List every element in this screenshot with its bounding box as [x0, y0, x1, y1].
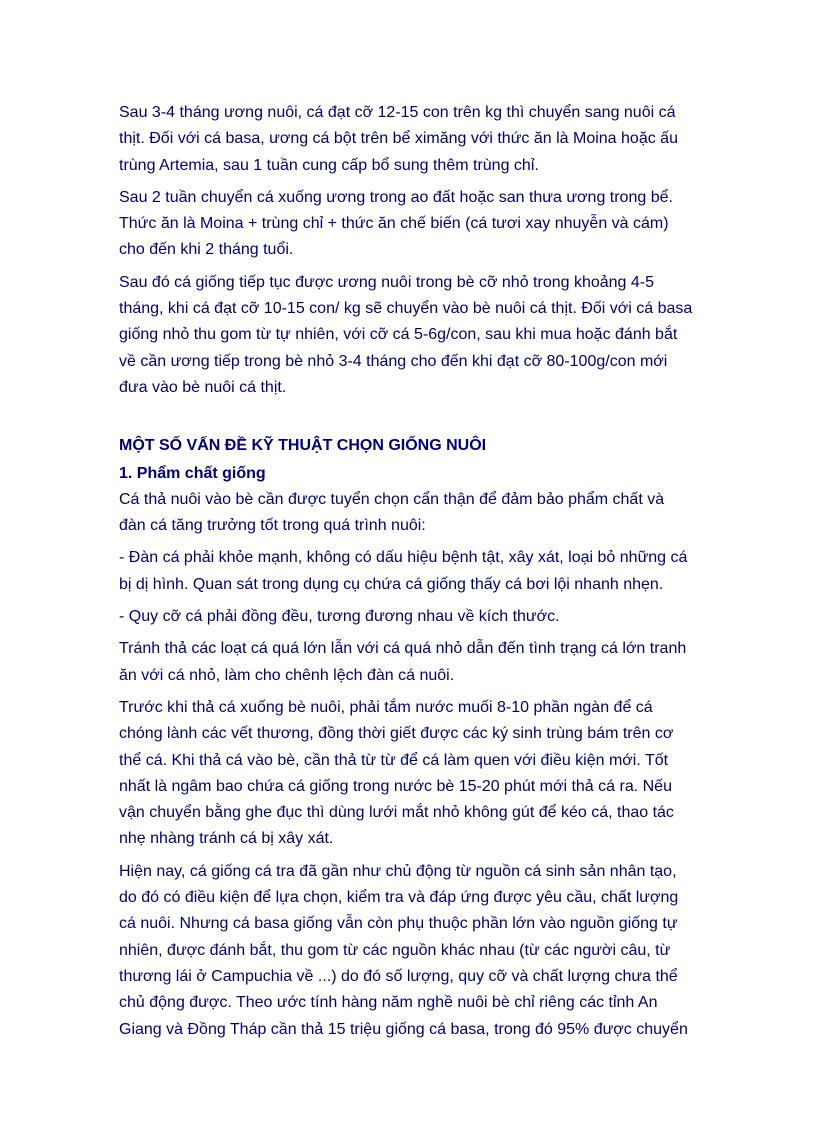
paragraph-line: thịt. Đối với cá basa, ương cá bột trên bể ximăng với thức ăn là Moina hoặc ấu	[119, 130, 678, 148]
paragraph	[119, 604, 719, 630]
paragraph-line: đàn cá tăng trưởng tốt trong quá trình nuôi:	[119, 517, 426, 535]
paragraph-line: Hiện nay, cá giống cá tra đã gần như chủ động từ nguồn cá sinh sản nhân tạo,	[119, 862, 677, 880]
paragraph-line: Cá thả nuôi vào bè cần được tuyển chọn cẩn thận để đảm bảo phẩm chất và	[119, 490, 665, 508]
paragraph-line: giống nhỏ thu gom từ tự nhiên, với cỡ cá 5-6g/con, sau khi mua hoặc đánh bắt	[119, 326, 678, 344]
paragraph-line: nhẹ nhàng tránh cá bị xây xát.	[119, 830, 334, 848]
paragraph-line: chủ động được. Theo ước tính hàng năm nghề nuôi bè chỉ riêng các tỉnh An	[119, 994, 658, 1012]
paragraph-line: Giang và Đồng Tháp cần thả 15 triệu giống cá basa, trong đó 95% được chuyển	[119, 1020, 688, 1038]
paragraph-line: - Quy cỡ cá phải đồng đều, tương đương nhau về kích thước.	[119, 608, 560, 626]
paragraph-line: Sau đó cá giống tiếp tục được ương nuôi trong bè cỡ nhỏ trong khoảng 4-5	[119, 273, 655, 291]
paragraph	[119, 270, 719, 401]
paragraph-line: về cần ương tiếp trong bè nhỏ 3-4 tháng cho đến khi đạt cỡ 80-100g/con mới	[119, 352, 668, 370]
paragraph	[119, 545, 719, 598]
paragraph	[119, 636, 719, 689]
paragraph-line: bị dị hình. Quan sát trong dụng cụ chứa cá giống thấy cá bơi lội nhanh nhẹn.	[119, 575, 664, 593]
paragraph-line: nhiên, được đánh bắt, thu gom từ các nguồn khác nhau (từ các người câu, từ	[119, 941, 671, 959]
paragraph-line: Thức ăn là Moina + trùng chỉ + thức ăn chế biến (cá tươi xay nhuyễn và cám)	[119, 215, 669, 233]
paragraph	[119, 100, 719, 179]
paragraph-line: Tránh thả các loạt cá quá lớn lẫn với cá quá nhỏ dẫn đến tình trạng cá lớn tranh	[119, 640, 687, 658]
body-paragraphs	[119, 487, 719, 1043]
intro-paragraphs	[119, 100, 719, 401]
paragraph-line: nhất là ngâm bao chứa cá giống trong nước bè 15-20 phút mới thả cá ra. Nếu	[119, 777, 672, 795]
sub-heading: 1. Phẩm chất giống	[119, 464, 266, 482]
section-heading: MỘT SỐ VẤN ĐỀ KỸ THUẬT CHỌN GIỐNG NUÔI	[119, 437, 487, 455]
paragraph-line: - Đàn cá phải khỏe mạnh, không có dấu hiệu bệnh tật, xây xát, loại bỏ những cá	[119, 549, 688, 567]
paragraph-line: thể cá. Khi thả cá vào bè, cần thả từ từ để cá làm quen với điều kiện mới. Tốt	[119, 751, 669, 769]
paragraph-line: Sau 3-4 tháng ương nuôi, cá đạt cỡ 12-15 con trên kg thì chuyển sang nuôi cá	[119, 104, 676, 121]
paragraph-line: đưa vào bè nuôi cá thịt.	[119, 378, 287, 396]
paragraph-line: vận chuyển bằng ghe đục thì dùng lưới mắt nhỏ không gút để kéo cá, thao tác	[119, 804, 674, 822]
paragraph	[119, 859, 719, 1043]
document-body	[119, 100, 719, 1043]
paragraph-line: do đó có điều kiện để lựa chọn, kiểm tra và đáp ứng được yêu cầu, chất lượng	[119, 889, 679, 907]
paragraph	[119, 695, 719, 853]
paragraph	[119, 185, 719, 264]
paragraph-line: Sau 2 tuần chuyển cá xuống ương trong ao đất hoặc san thưa ương trong bể.	[119, 188, 673, 206]
paragraph-line: cá nuôi. Nhưng cá basa giống vẫn còn phụ thuộc phần lớn vào nguồn giống tự	[119, 915, 678, 933]
paragraph-line: thương lái ở Campuchia về ...) do đó số lượng, quy cỡ và chất lượng chưa thể	[119, 967, 678, 985]
paragraph	[119, 487, 719, 540]
paragraph-line: Trước khi thả cá xuống bè nuôi, phải tắm nước muối 8-10 phần ngàn để cá	[119, 698, 653, 716]
paragraph-line: ăn với cá nhỏ, làm cho chênh lệch đàn cá nuôi.	[119, 666, 455, 684]
paragraph-line: trùng Artemia, sau 1 tuần cung cấp bổ sung thêm trùng chỉ.	[119, 156, 539, 174]
paragraph-line: chóng lành các vết thương, đồng thời giết được các ký sinh trùng bám trên cơ	[119, 725, 674, 743]
paragraph-line: tháng, khi cá đạt cỡ 10-15 con/ kg sẽ chuyển vào bè nuôi cá thịt. Đối với cá basa	[119, 300, 693, 318]
paragraph-line: cho đến khi 2 tháng tuổi.	[119, 241, 294, 259]
